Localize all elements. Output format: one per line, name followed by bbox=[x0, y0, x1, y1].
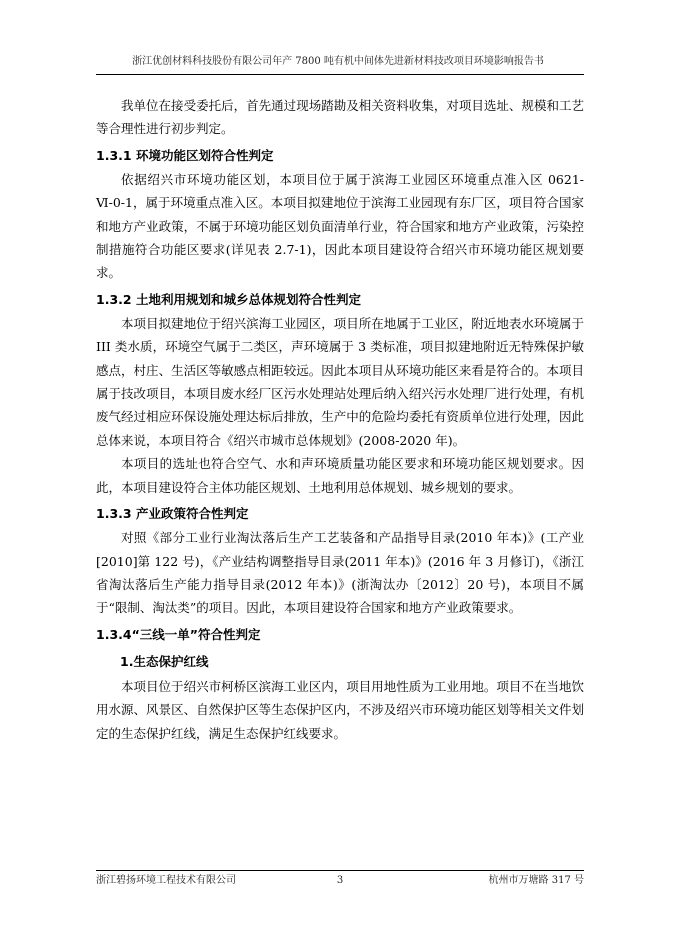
running-footer bbox=[96, 874, 584, 888]
document-body bbox=[96, 94, 584, 745]
section-1-3-4-paragraph: 本项目位于绍兴市柯桥区滨海工业区内，项目用地性质为工业用地。项目不在当地饮用水源、风景区、自然保护区等生态保护区内，不涉及绍兴市环境功能区划等相关文件划定的生态保护红线，满足生态保护红线要求。 bbox=[96, 678, 584, 741]
header-divider bbox=[96, 74, 584, 75]
section-heading-1-3-1: 1.3.1 环境功能区划符合性判定 bbox=[96, 147, 274, 163]
section-heading-1-3-4: 1.3.4“三线一单”符合性判定 bbox=[96, 626, 261, 642]
section-1-3-2-paragraph-1: 本项目拟建地位于绍兴滨海工业园区，项目所在地属于工业区，附近地表水环境属于 III 类水质，环境空气属于二类区，声环境属于 3 类标准，项目拟建地附近无特殊保护敏感点，村庄、生活区等敏感点相距较远。因此本项目从环境功能区来看是符合的。本项目属于技改项目，本项目废水经厂区污水处理站处理后纳入绍兴污水处理厂进行处理，有机废气经过相应环保设施处理达标后排放，生产中的危险均委托有资质单位进行处理，因此总体来说，本项目符合《绍兴市城市总体规划》(2008-2020 年)。 bbox=[96, 315, 584, 448]
section-heading-1-3-3: 1.3.3 产业政策符合性判定 bbox=[96, 506, 249, 522]
intro-paragraph: 我单位在接受委托后，首先通过现场踏勘及相关资料收集，对项目选址、规模和工艺等合理性进行初步判定。 bbox=[96, 98, 584, 137]
footer-divider bbox=[96, 870, 584, 871]
section-1-3-1-paragraph: 依据绍兴市环境功能区划，本项目位于属于滨海工业园区环境重点准入区 0621-Ⅵ-0-1，属于环境重点准入区。本项目拟建地位于滨海工业园现有东厂区，项目符合国家和地方产业政策，不属于环境功能区划负面清单行业，符合国家和地方产业政策，污染控制措施符合功能区要求(详见表 2.7-1)，因此本项目建设符合绍兴市环境功能区规划要求。 bbox=[96, 171, 584, 281]
section-heading-1-3-2: 1.3.2 土地利用规划和城乡总体规划符合性判定 bbox=[96, 291, 361, 307]
section-1-3-2-paragraph-2: 本项目的选址也符合空气、水和声环境质量功能区要求和环境功能区规划要求。因此，本项目建设符合主体功能区规划、土地利用总体规划、城乡规划的要求。 bbox=[96, 456, 584, 495]
page-number: 3 bbox=[336, 875, 344, 886]
section-1-3-3-paragraph: 对照《部分工业行业淘汰落后生产工艺装备和产品指导目录(2010 年本)》(工产业[2010]第 122 号)，《产业结构调整指导目录(2011 年本)》(2016 年 3 月修订)，《浙江省淘汰落后生产能力指导目录(2012 年本)》(浙淘汰办〔2012〕20 号)，本项目不属于“限制、淘汰类”的项目。因此，本项目建设符合国家和地方产业政策要求。 bbox=[96, 530, 584, 616]
subsection-heading-ecological-redline: 1.生态保护红线 bbox=[120, 653, 209, 669]
footer-address: 杭州市万塘路 317 号 bbox=[488, 875, 584, 886]
footer-company: 浙江碧扬环境工程技术有限公司 bbox=[96, 875, 236, 886]
running-header: 浙江优创材料科技股份有限公司年产 7800 吨有机中间体先进新材料技改项目环境影响报告书 bbox=[132, 56, 544, 67]
